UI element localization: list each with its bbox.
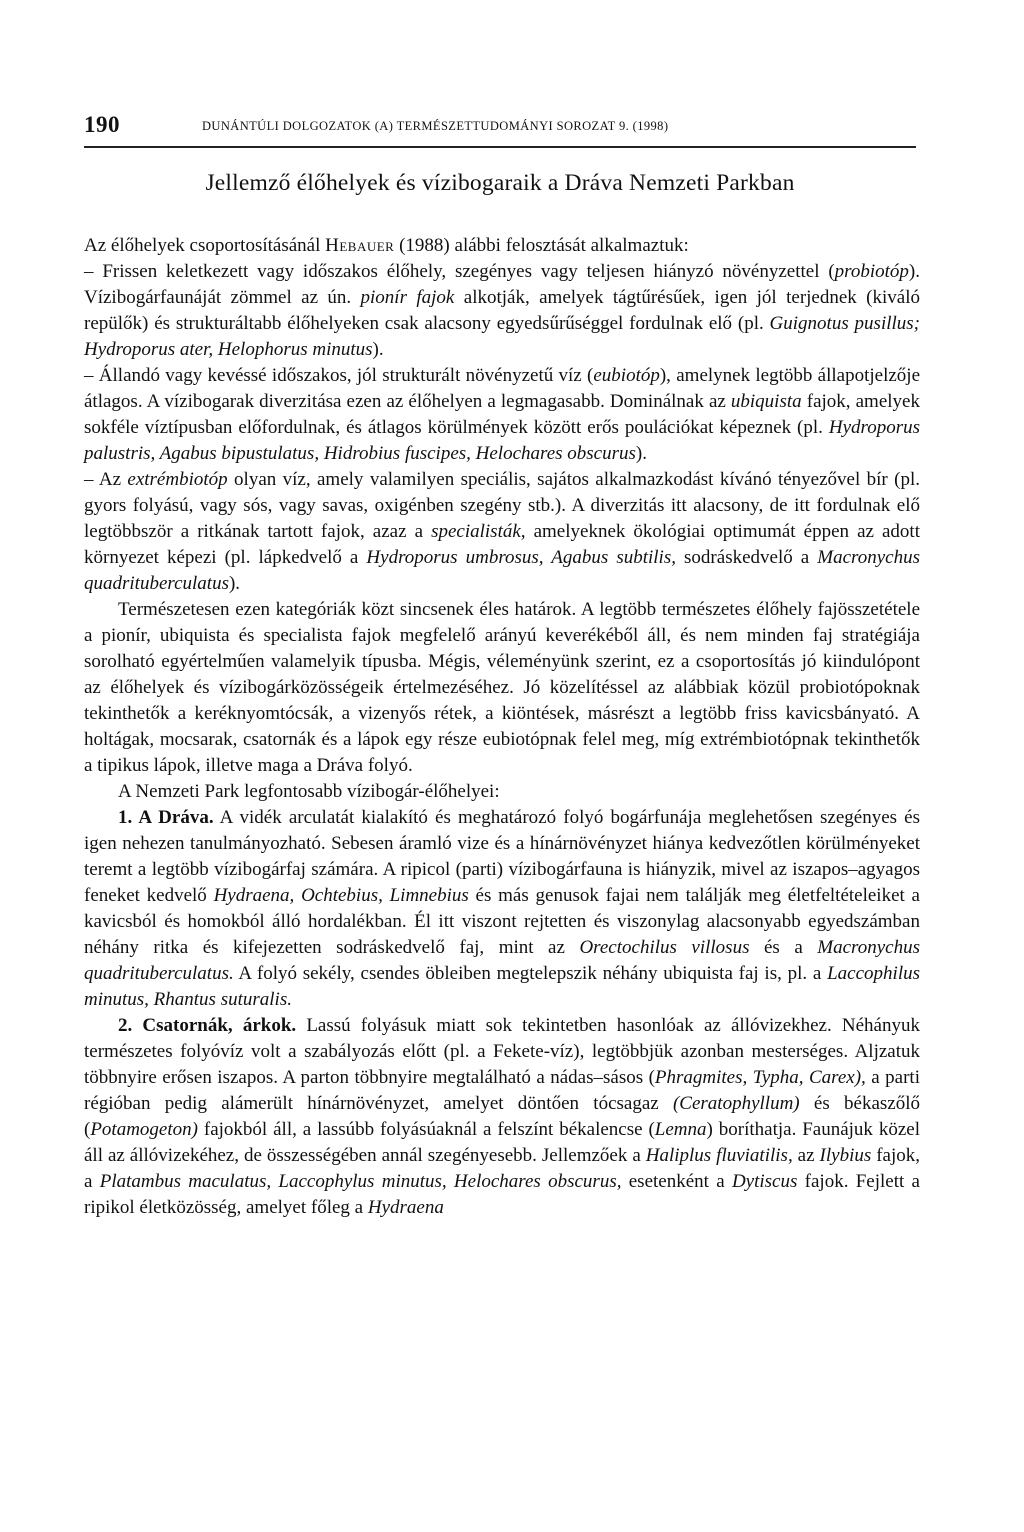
text-run: amelyeknek ökológiai optimumát éppen az adott környezet képezi (pl. lápkedvelő a — [84, 521, 920, 568]
species-names: Haliplus fluviatilis, — [645, 1145, 793, 1166]
text-run: az — [792, 1145, 820, 1166]
running-head: DUNÁNTÚLI DOLGOZATOK (A) TERMÉSZETTUDOMÁNYI SOROZAT 9. (1998) — [202, 119, 669, 133]
italic-term: pionír fajok — [360, 287, 455, 308]
text-run: fajok, amelyek sokféle víztípusban előfordulnak, és átlagos körülmények között erős poulációkat képeznek (pl. — [84, 391, 920, 438]
text-run: fajok. Fejlett a ripikol életközösség, amelyet főleg a — [84, 1171, 920, 1218]
text-run: és más genusok fajai nem találják meg életfeltételeiket a kavicsból és homokból álló hordalékban. Él itt viszont rejtetten és viszonylag alacsonyabb egyedszámban néhány ritka és kifejezetten sodráskedvelő faj, mint az — [84, 885, 920, 958]
text-run: ) boríthatja. Faunájuk közel áll az állóvizekéhez, de összességében annál szegényesebb. Jellemzőek a — [84, 1119, 920, 1166]
subheading-drava: 1. A Dráva. — [118, 807, 214, 828]
text-run: (1988) alábbi felosztását alkalmaztuk: — [394, 235, 689, 256]
paragraph-eubiotop — [84, 363, 920, 467]
paragraph-csatornak — [84, 1013, 920, 1221]
body-text — [84, 233, 920, 1221]
paragraph-extrembiotop — [84, 467, 920, 597]
species-names: (Ceratophyllum) — [672, 1093, 800, 1114]
species-names: Platambus maculatus, Laccophylus minutus, Helochares obscurus, — [99, 1171, 622, 1192]
species-names: Macronychus quadrituberculatus. — [84, 937, 920, 984]
text-run: ). — [372, 339, 384, 360]
species-names: Macronychus quadrituberculatus — [84, 547, 920, 594]
page-header — [84, 112, 916, 144]
text-run: a parti régióban pedig alámerült hínárnövényzet, amelyet döntően tócsagaz — [84, 1067, 920, 1114]
page-number: 190 — [84, 112, 120, 137]
species-names: Guignotus pusillus; Hydroporus ater, Helophorus minutus — [84, 313, 920, 360]
text-run: és a — [749, 937, 818, 958]
text-run: – Az — [84, 469, 128, 490]
italic-term: extrémbiotóp — [127, 469, 228, 490]
species-names: Hydraena, Ochtebius, Limnebius — [213, 885, 469, 906]
author-name: Hebauer — [325, 235, 395, 256]
text-run: sodráskedvelő a — [675, 547, 818, 568]
paragraph-intro — [84, 233, 920, 259]
text-run: A folyó sekély, csendes öbleiben megtelepszik néhány ubiquista faj is, pl. a — [233, 963, 828, 984]
paragraph-habitats-intro: A Nemzeti Park legfontosabb vízibogár-élőhelyei: — [118, 781, 500, 802]
text-run: alkotják, amelyek tágtűrésűek, igen jól terjednek (kiváló repülők) és strukturáltabb élőhelyeken csak alacsony egyedsűrűséggel fordulnak elő (pl. — [84, 287, 920, 334]
text-run: – Állandó vagy kevéssé időszakos, jól strukturált növényzetű víz ( — [84, 365, 594, 386]
text-run: fajokból áll, a lassúbb folyásúaknál a felszínt békalencse ( — [197, 1119, 655, 1140]
species-names: Hydraena — [367, 1197, 444, 1218]
species-names: Phragmites, Typha, Carex), — [654, 1067, 866, 1088]
text-run: esetenként a — [621, 1171, 732, 1192]
text-run: Lassú folyásuk miatt sok tekintetben hasonlóak az állóvizekhez. Néhányuk természetes folyóvíz volt a szabályozás előtt (pl. a Fekete-víz), legtöbbjük azonban mesterséges. Aljzatuk többnyire erősen iszapos. A parton többnyire megtalálható a nádas–sásos ( — [84, 1015, 920, 1088]
species-names: Orectochilus villosus — [579, 937, 750, 958]
italic-term: probiotóp — [834, 261, 909, 282]
text-run: A vidék arculatát kialakító és meghatározó folyó bogárfunája meglehetősen szegényes és igen nehezen tanulmányozható. Sebesen áramló vize és a hínárnövényzet hiánya kedvezőtlen körülményeket teremt a legtöbb vízibogárfaj számára. A ripicol (parti) vízibogárfauna is hiányzik, mivel az iszapos–agyagos feneket kedvelő — [84, 807, 920, 906]
text-run: és békaszőlő ( — [84, 1093, 920, 1140]
text-run: ). — [635, 443, 647, 464]
italic-term: specialisták, — [431, 521, 526, 542]
header-rule — [84, 146, 916, 148]
text-run: ), amelynek legtöbb állapotjelzője átlagos. A vízibogarak diverzitása ezen az élőhelyen a legmagasabb. Dominálnak az — [84, 365, 921, 412]
subheading-csatornak: 2. Csatornák, árkok. — [118, 1015, 297, 1036]
species-names: Hydroporus palustris, Agabus bipustulatus, Hidrobius fuscipes, Helochares obscurus — [84, 417, 920, 464]
text-run: fajok, a — [84, 1145, 921, 1192]
species-names: Ilybius — [819, 1145, 872, 1166]
species-names: Lemna — [654, 1119, 707, 1140]
text-run: ). Vízibogárfaunáját zömmel az ún. — [84, 261, 920, 308]
text-run: ). — [228, 573, 241, 594]
species-names: Hydroporus umbrosus, Agabus subtilis, — [366, 547, 676, 568]
species-names: Dytiscus — [731, 1171, 798, 1192]
paragraph-categories: Természetesen ezen kategóriák közt sincsenek éles határok. A legtöbb természetes élőhely fajösszetétele a pionír, ubiquista és specialista fajok megfelelő arányú keverékéből áll, és nem minden faj stratégiája sorolható egyértelműen valamelyik típusba. Mégis, véleményünk szerint, ez a csoportosítás jó kiindulópont az élőhelyek és vízibogárközösségeik értelmezéséhez. Jó közelítéssel az alábbiak közül probiotópoknak tekinthetők a keréknyomtócsák, a vizenyős rétek, a kiöntések, másrészt a legtöbb friss kavicsbányató. A holtágak, mocsarak, csatornák és a lápok egy része eubiotópnak felel meg, míg extrémbiotópnak tekinthetők a tipikus lápok, illetve maga a Dráva folyó. — [84, 599, 920, 776]
paragraph-drava — [84, 805, 920, 1013]
section-title: Jellemző élőhelyek és vízibogaraik a Dráva Nemzeti Parkban — [205, 170, 795, 196]
text-run: – Frissen keletkezett vagy időszakos élőhely, szegényes vagy teljesen hiányzó növényzettel ( — [84, 261, 835, 282]
italic-term: eubiotóp — [593, 365, 660, 386]
species-names: Laccophilus minutus, Rhantus suturalis. — [84, 963, 920, 1010]
species-names: Potamogeton) — [90, 1119, 198, 1140]
paragraph-probiotop — [84, 259, 920, 363]
text-run: olyan víz, amely valamilyen speciális, sajátos alkalmazkodást kívánó tényezővel bír (pl. gyors folyású, vagy sós, vagy savas, oxigénben szegény stb.). A diverzitás itt alacsony, de itt fordulnak elő legtöbbször a ritkának tartott fajok, azaz a — [84, 469, 920, 542]
italic-term: ubiquista — [730, 391, 802, 412]
text-run: Az élőhelyek csoportosításánál — [84, 235, 326, 256]
